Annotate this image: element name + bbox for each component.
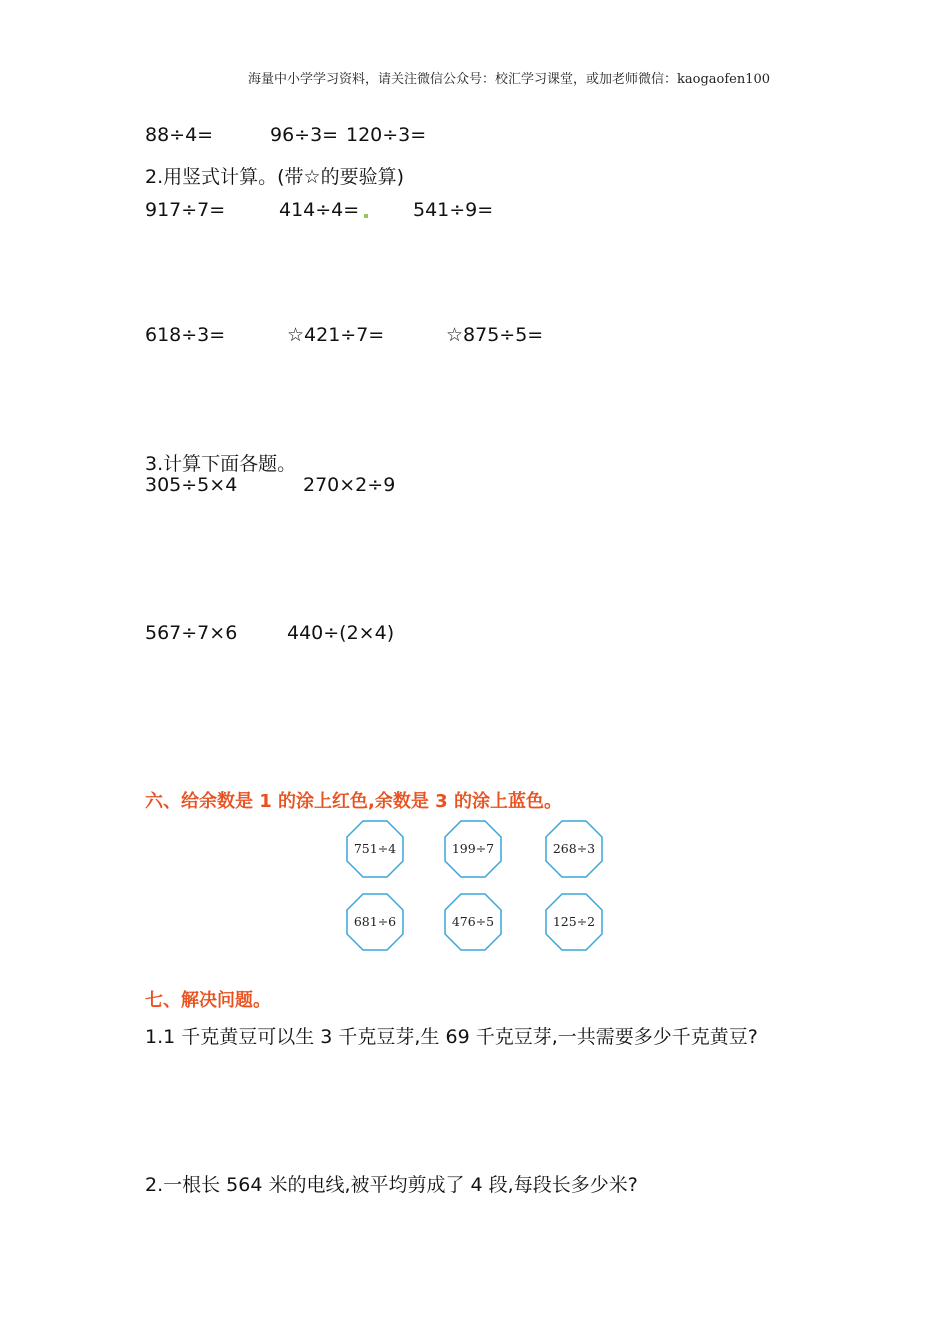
problem-soybean-sprouts: 1.1 千克黄豆可以生 3 千克豆芽,生 69 千克豆芽,一共需要多少千克黄豆? [145,1026,758,1048]
problem-541-div-9: 541÷9= [413,199,494,221]
problem-120-div-3: 120÷3= [346,124,427,146]
problem-305-div-5-times-4: 305÷5×4 [145,474,238,496]
octagon-label: 268÷3 [552,841,596,856]
octagon-751-div-4[interactable] [346,820,404,878]
octagon-199-div-7[interactable] [444,820,502,878]
octagon-label: 476÷5 [451,914,495,929]
octagon-label: 199÷7 [451,841,495,856]
stray-dot [364,214,368,218]
problem-440-div-2-times-4: 440÷(2×4) [287,622,395,644]
octagon-681-div-6[interactable] [346,893,404,951]
octagon-125-div-2[interactable] [545,893,603,951]
problem-414-div-4: 414÷4= [279,199,360,221]
question-2-title: 2.用竖式计算。(带☆的要验算) [145,166,404,188]
octagon-268-div-3[interactable] [545,820,603,878]
problem-618-div-3: 618÷3= [145,324,226,346]
octagon-label: 125÷2 [552,914,596,929]
problem-88-div-4: 88÷4= [145,124,214,146]
problem-wire-cutting: 2.一根长 564 米的电线,被平均剪成了 4 段,每段长多少米? [145,1174,638,1196]
page-header: 海量中小学学习资料，请关注微信公众号：校汇学习课堂，或加老师微信：kaogaofen100 [248,72,771,87]
section-7-heading: 七、解决问题。 [145,990,271,1011]
problem-567-div-7-times-6: 567÷7×6 [145,622,238,644]
section-6-heading: 六、给余数是 1 的涂上红色,余数是 3 的涂上蓝色。 [145,791,562,812]
problem-96-div-3: 96÷3= [270,124,339,146]
octagon-label: 751÷4 [353,841,397,856]
problem-875-div-5: ☆875÷5= [446,324,544,346]
problem-917-div-7: 917÷7= [145,199,226,221]
octagon-label: 681÷6 [353,914,397,929]
problem-421-div-7: ☆421÷7= [287,324,385,346]
question-3-title: 3.计算下面各题。 [145,453,297,475]
problem-270-times-2-div-9: 270×2÷9 [303,474,396,496]
octagon-476-div-5[interactable] [444,893,502,951]
